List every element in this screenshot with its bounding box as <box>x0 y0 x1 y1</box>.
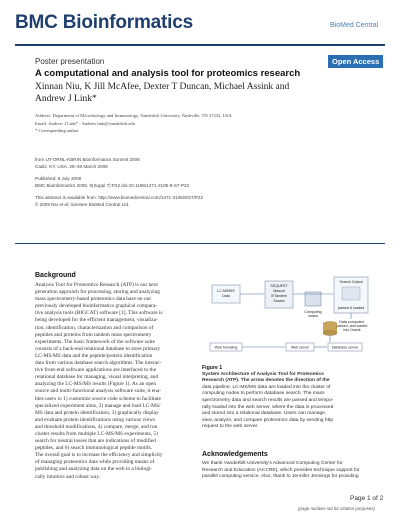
caption-line: request to the web server. <box>202 424 259 430</box>
background-line: peptides and proteins from tandem mass spectrometry <box>35 331 152 338</box>
citation-line: BMC Bioinformatics 2008, 9(Suppl 7):P22 doi:10.1186/1471-2105-9-S7-P22 <box>35 183 190 188</box>
caption-line: rally loaded into the web server, where the data is processed <box>202 404 334 410</box>
background-line: and threshold modifications, 4) compare, merge, and run <box>35 423 158 430</box>
background-text <box>35 282 197 481</box>
web-browsing-label: Web browsing <box>214 345 238 350</box>
database-server-label: Database server <box>331 345 359 350</box>
address: Address: Department of Microbiology and Immunology, Vanderbilt University, Nashville, TN 37232, USA <box>35 113 232 118</box>
acknowledgement-line: We thank Vanderbilt University's Advanced Computing Center for <box>202 461 343 466</box>
meeting-info <box>35 156 375 208</box>
lcmsms-label: LC-MS/MS <box>217 289 235 293</box>
background-line: tive analysis tools (BIGCAT) software [1]. This software is <box>35 310 163 317</box>
publisher-logo-text: BioMed Central <box>330 22 379 29</box>
mascot-label: Mascot <box>273 289 285 293</box>
meeting-from: from UT-ORNL-KBRIN Bioinformatics Summit 2008 <box>35 157 140 162</box>
published-date: Published: 8 July 2008 <box>35 176 82 181</box>
architecture-diagram <box>202 273 388 363</box>
background-line: tion, identification, characterization and comparison of <box>35 324 154 331</box>
data-label: Data <box>222 294 230 298</box>
caption-line: computing nodes to perform database search. The mass <box>202 391 325 397</box>
background-heading: Background <box>35 272 76 279</box>
caption-line: Research (ATP). The arrow denotes the direction of the <box>202 378 330 384</box>
header-rule <box>15 44 385 46</box>
background-line: mass spectrometry-based proteomics data base on our <box>35 296 152 303</box>
background-line: cluster results from multiple LC-MS/MS experiments, 5) <box>35 430 158 437</box>
caption-line: System Architecture of Analysis Tool for Proteomics <box>202 371 324 377</box>
author-line-2: Andrew J Link* <box>35 94 97 104</box>
background-line: experiments. The basic framework of the software suite <box>35 338 155 345</box>
acknowledgements-text <box>202 461 384 481</box>
section-rule <box>15 243 385 244</box>
background-line: consists of a back-end relational database to store primary <box>35 345 161 352</box>
background-line: cally intuitive and robust way. <box>35 473 101 480</box>
figure-label: Figure 1 <box>202 365 223 371</box>
availability-link[interactable]: This abstract is available from: http://www.biomedcentral.com/1471-2105/9/S7/P22 <box>35 195 204 200</box>
background-line: being developed for the efficient management, visualiza- <box>35 317 158 324</box>
background-line: generation approach for processing, storing and analyzing <box>35 289 160 296</box>
document-icon <box>342 287 360 300</box>
background-line: MS data and protein identification, 3) graphically display <box>35 409 159 416</box>
journal-title: BMC Bioinformatics <box>15 12 193 33</box>
into-oracle-label: into Oracle <box>343 328 361 332</box>
meeting-place: Cadiz, KY, USA. 28–30 March 2008 <box>35 164 108 169</box>
background-line: analyzing the LC-MS/MS results (Figure 1). As an open <box>35 381 157 388</box>
caption-text <box>202 372 382 431</box>
affiliation-block <box>35 112 375 134</box>
caption-line: view, analyze, and compare proteomics data by sending http <box>202 417 334 423</box>
page-number: Page 1 of 2 <box>350 495 384 502</box>
figure-caption <box>202 365 382 431</box>
computing-label: Computing <box>304 310 322 314</box>
corresponding-note: * Corresponding author <box>35 128 79 133</box>
background-line: LC-MS/MS data and the peptide/protein identification <box>35 352 153 359</box>
open-access-badge[interactable]: Open Access <box>328 55 383 68</box>
caption-line: data pipeline. LC-MS/MS data are loaded into the cluster of <box>202 384 331 390</box>
email[interactable]: Email: Andrew J Link* - Andrew.link@vanderbilt.edu <box>35 121 135 126</box>
search-label: Search <box>273 299 285 303</box>
background-line: search for neutral losses that are indications of modified <box>35 438 156 445</box>
citation-note: (page number not for citation purposes) <box>298 506 375 511</box>
acknowledgement-line: Research and Education (ACCRE), which provides technique support for <box>202 467 360 473</box>
background-line: of managing proteomics data while providing means of <box>35 459 155 466</box>
article-title: A computational and analysis tool for proteomics research <box>35 68 301 79</box>
parsed-loaded-label: parsed & loaded <box>337 306 365 310</box>
background-line: publishing and analyzing data on the web in a biologi- <box>35 466 153 473</box>
background-line: bles users to 1) customize source code scheme to facilitate <box>35 395 161 402</box>
author-line-1: Xinnan Niu, K Jill McAfee, Dexter T Duncan, Michael Assink and <box>35 82 290 92</box>
sequest-label: SEQUEST <box>270 284 288 288</box>
web-server-label: Web server <box>290 345 310 350</box>
publisher-logo <box>330 22 378 29</box>
background-line: previously developed bioinformatics graphical compara- <box>35 303 158 310</box>
caption-line: spectrometry data and search results are parsed and tempo- <box>202 397 334 403</box>
xtandem-label: X!Tandem <box>270 294 288 298</box>
background-line: peptides, and 6) search immunological peptide motifs. <box>35 445 153 452</box>
background-line: source and multi-functional analysis software suite, it ena- <box>35 388 162 395</box>
background-line: Analysis Tool for Proteomics Research (ATP) is our next <box>35 282 158 288</box>
background-line: data from various database search algorithms. The interac- <box>35 360 162 367</box>
background-line: The overall goal is to increase the efficiency and simplicity <box>35 452 163 459</box>
parsed-and-loaded-label: parsed, and loaded <box>336 324 368 328</box>
author-list <box>35 81 335 105</box>
acknowledgements-heading: Acknowledgements <box>202 451 268 458</box>
caption-line: and stored into a relational database. Users can manage, <box>202 411 327 417</box>
search-output-label: Search Output <box>339 280 363 284</box>
copyright: © 2008 Niu et al; licensee BioMed Central Ltd. <box>35 202 130 207</box>
data-computed-label: Data computed, <box>339 320 365 324</box>
background-line: and evaluate protein identifications using various views <box>35 416 156 423</box>
background-line: relational database for managing, visual interpreting, and <box>35 374 159 381</box>
acknowledgement-line: parallel computing service. Also, thank to Jennifer Jennings for providing <box>202 474 359 480</box>
background-line: specialized experiment aims, 2) manage and load LC-MS/ <box>35 402 161 409</box>
nodes-label: nodes <box>308 314 318 318</box>
section-label: Poster presentation <box>35 57 105 66</box>
background-line: tive front-end software applications are interfaced to the <box>35 367 157 374</box>
